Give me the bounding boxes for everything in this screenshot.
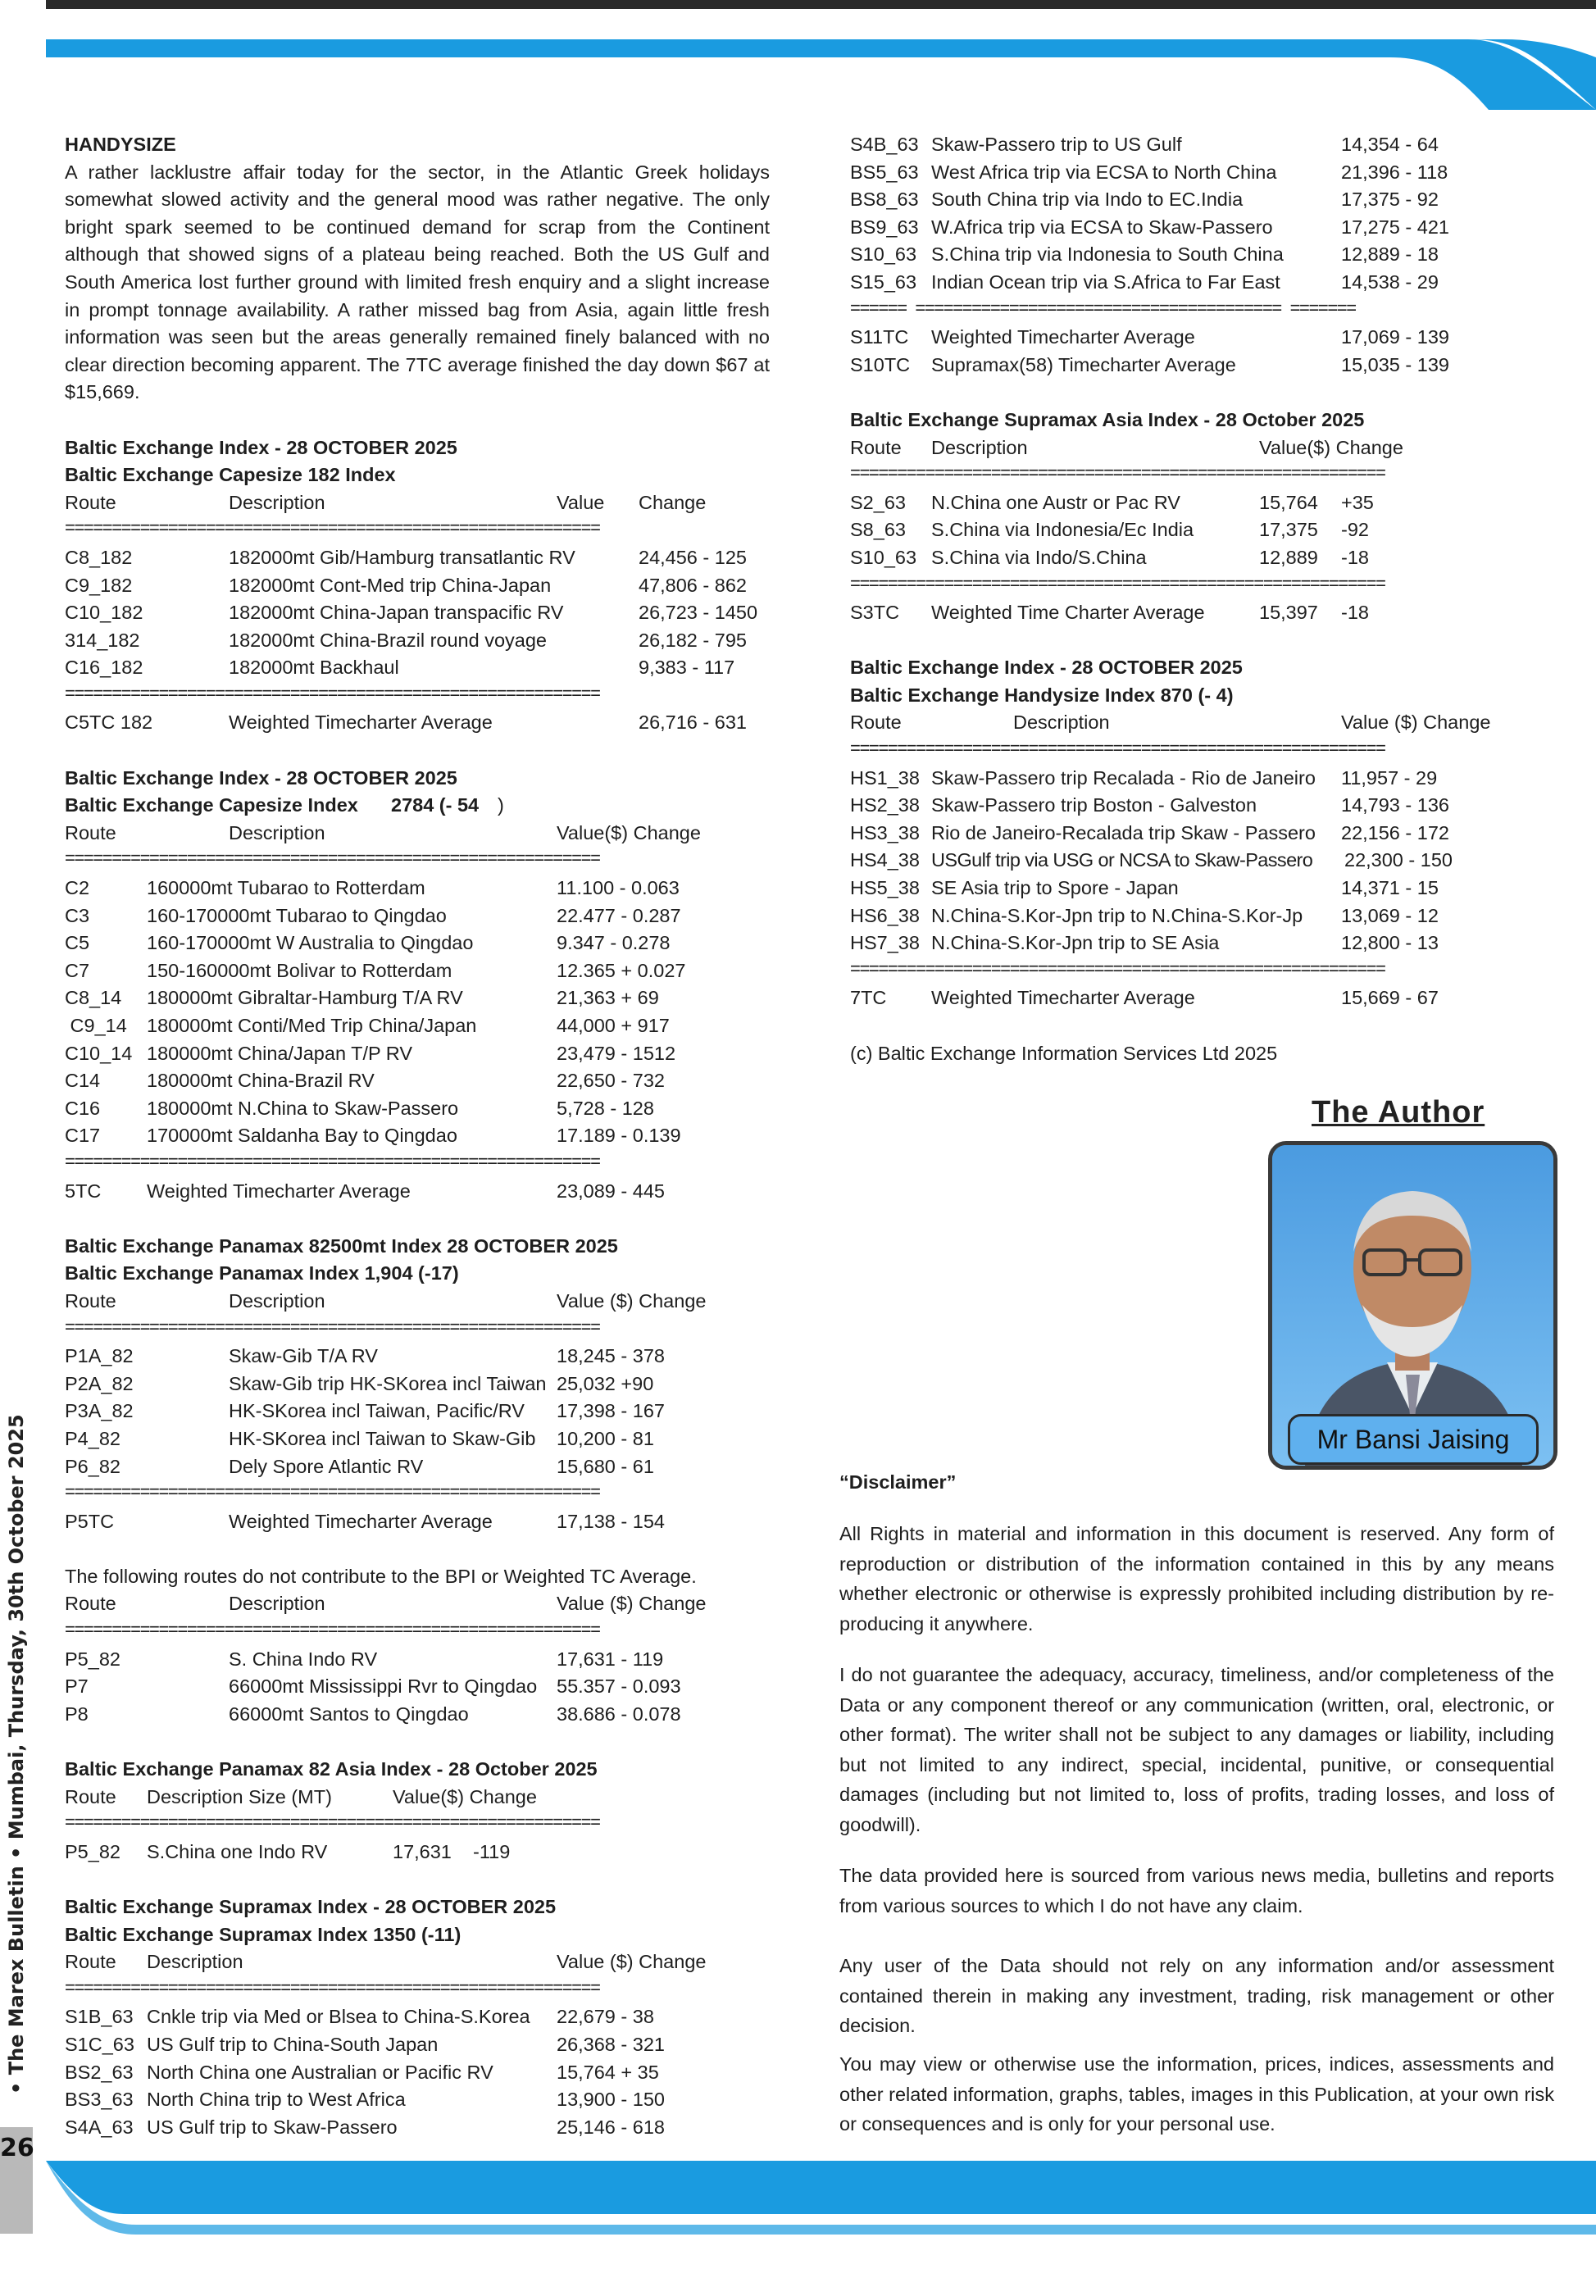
average-row: P5TC Weighted Timecharter Average 17,138 - 154 <box>65 1510 665 1532</box>
table-header: Route Description Value($) Change <box>850 436 1403 458</box>
table-row: C17 170000mt Saldanha Bay to Qingdao 17.189 - 0.139 <box>65 1125 681 1147</box>
table-row: C16_182 182000mt Backhaul 9,383 - 117 <box>65 657 735 679</box>
cape182-subtitle: Baltic Exchange Capesize 182 Index <box>65 464 396 486</box>
separator: ========================================================= <box>65 1619 600 1640</box>
handysize-index-title: Baltic Exchange Index - 28 OCTOBER 2025 <box>850 657 1243 679</box>
table-row: HS6_38 N.China-S.Kor-Jpn trip to N.China-S.Kor-Jp 13,069 - 12 <box>850 904 1439 926</box>
table-row: BS9_63 W.Africa trip via ECSA to Skaw-Passero 17,275 - 421 <box>850 216 1449 238</box>
average-row: 7TC Weighted Timecharter Average 15,669 - 67 <box>850 987 1439 1009</box>
panamax-subtitle: Baltic Exchange Panamax Index 1,904 (-17) <box>65 1262 459 1284</box>
page-number: 26 <box>0 2134 34 2162</box>
separator: ========================================================= <box>850 738 1385 759</box>
table-row: S1B_63 Cnkle trip via Med or Blsea to China-S.Korea 22,679 - 38 <box>65 2006 654 2028</box>
separator: ========================================================= <box>65 1316 600 1337</box>
table-row: S4B_63 Skaw-Passero trip to US Gulf 14,354 - 64 <box>850 134 1439 155</box>
bottom-blue-band <box>46 2161 1596 2235</box>
table-header: Route Description Value($) Change <box>65 821 701 843</box>
table-row: S4A_63 US Gulf trip to Skaw-Passero 25,146 - 618 <box>65 2116 665 2138</box>
table-header: Route Description Size (MT) Value($) Change <box>65 1785 537 1807</box>
page-number-box <box>0 2127 33 2234</box>
author-name: Mr Bansi Jaising <box>1288 1414 1539 1465</box>
top-blue-band <box>46 39 1596 110</box>
average-row: C5TC 182 Weighted Timecharter Average 26,716 - 631 <box>65 712 747 734</box>
table-row: S2_63 N.China one Austr or Pac RV 15,764 +35 <box>850 491 1374 513</box>
separator: ========================================================= <box>65 1812 600 1833</box>
table-header: Route Description Value ($) Change <box>65 1289 707 1312</box>
capesize-subtitle: Baltic Exchange Capesize Index 2784 (- 54 ) <box>65 794 504 816</box>
author-title: The Author <box>1312 1095 1485 1130</box>
table-row: S10_63 S.China trip via Indonesia to South China 12,889 - 18 <box>850 243 1439 266</box>
disclaimer-paragraph: All Rights in material and information in this document is reserved. Any form of reproduction or distribution of the information contained in this by any means whether electronic or otherwise is expressly prohibited including distribution by re- producing it anywhere. <box>839 1523 1554 1634</box>
cape182-title: Baltic Exchange Index - 28 OCTOBER 2025 <box>65 436 457 458</box>
table-row: P3A_82 HK-SKorea incl Taiwan, Pacific/RV 17,398 - 167 <box>65 1400 665 1422</box>
table-row: BS8_63 South China trip via Indo to EC.India 17,375 - 92 <box>850 189 1439 211</box>
separator: ========================================================= <box>65 682 600 703</box>
copyright-notice: (c) Baltic Exchange Information Services Ltd 2025 <box>850 1042 1278 1064</box>
average-row: 5TC Weighted Timecharter Average 23,089 - 445 <box>65 1180 665 1202</box>
separator: ========================================================= <box>850 957 1385 979</box>
disclaimer-paragraph: You may view or otherwise use the information, prices, indices, assessments and other related information, graphs, tables, images in this Publication, at your own risk or consequences and is only for your personal use. <box>839 2053 1554 2135</box>
average-row: S11TC Weighted Timecharter Average 17,069 - 139 <box>850 326 1449 348</box>
table-row: P5_82 S.China one Indo RV 17,631 -119 <box>65 1840 511 1862</box>
table-row: HS2_38 Skaw-Passero trip Boston - Galveston 14,793 - 136 <box>850 794 1449 816</box>
table-row: C3 160-170000mt Tubarao to Qingdao 22.477 - 0.287 <box>65 904 681 926</box>
panamax-note: The following routes do not contribute to the BPI or Weighted TC Average. <box>65 1565 697 1587</box>
col-value: Value <box>557 491 605 513</box>
handysize-report: A rather lacklustre affair today for the sector, in the Atlantic Greek holidays somewhat slowed activity and the general mood was rather negative. The only bright spark seemed to be continued demand for scrap from the Continent although that showed signs of a plateau being reached. Both the US Gulf and South America lost further ground with limited fresh enquiry and a slight increase in prompt tonnage availability. A rather missed bag from Asia, again little fresh information was seen but the areas generally remained finely balanced with no clear direction becoming apparent. The 7TC average finished the day down $67 at $15,669. <box>65 161 770 403</box>
disclaimer-paragraph: I do not guarantee the adequacy, accuracy, timeliness, and/or completeness of the Data or any component thereof or any communication (written, oral, electronic, or other format). The writer shall not be subject to any damages or liability, including but not limited to any indirect, special, incidental, punitive, or consequential damages (including but not limited to, loss of profits, trading losses, and loss of goodwill). <box>839 1664 1554 1835</box>
separator: ========================================================= <box>65 517 600 539</box>
table-row: HS5_38 SE Asia trip to Spore - Japan 14,371 - 15 <box>850 877 1439 899</box>
table-row: C2 160000mt Tubarao to Rotterdam 11.100 - 0.063 <box>65 877 680 899</box>
handysize-index-subtitle: Baltic Exchange Handysize Index 870 (- 4) <box>850 684 1234 706</box>
table-header: Route Description Value ($) Change <box>850 712 1491 734</box>
disclaimer-heading: “Disclaimer” <box>839 1471 957 1493</box>
table-row: C9_182 182000mt Cont-Med trip China-Japan 47,806 - 862 <box>65 574 747 596</box>
table-row: C16 180000mt N.China to Skaw-Passero 5,728 - 128 <box>65 1097 654 1119</box>
table-header: Route Description Value ($) Change <box>65 1951 707 1973</box>
average-row: S3TC Weighted Time Charter Average 15,397 -18 <box>850 602 1369 624</box>
separator: ====== ======================================= ======= <box>850 297 1356 318</box>
table-row: S8_63 S.China via Indonesia/Ec India 17,375 -92 <box>850 519 1369 541</box>
table-row: P8 66000mt Santos to Qingdao 38.686 - 0.078 <box>65 1703 681 1725</box>
separator: ========================================================= <box>850 462 1385 484</box>
table-row: P4_82 HK-SKorea incl Taiwan to Skaw-Gib 10,200 - 81 <box>65 1427 654 1449</box>
handysize-heading: HANDYSIZE <box>65 134 176 155</box>
table-row: 314_182 182000mt China-Brazil round voyage 26,182 - 795 <box>65 629 747 651</box>
table-row: P7 66000mt Mississippi Rvr to Qingdao 55.357 - 0.093 <box>65 1675 681 1698</box>
table-row: S1C_63 US Gulf trip to China-South Japan 26,368 - 321 <box>65 2033 665 2055</box>
supramax-title: Baltic Exchange Supramax Index - 28 OCTOBER 2025 <box>65 1896 557 1917</box>
table-header <box>65 489 770 517</box>
table-row: HS1_38 Skaw-Passero trip Recalada - Rio de Janeiro 11,957 - 29 <box>850 766 1438 789</box>
table-row: C8_14 180000mt Gibraltar-Hamburg T/A RV 21,363 + 69 <box>65 987 659 1009</box>
separator: ========================================================= <box>65 1150 600 1171</box>
table-row: P2A_82 Skaw-Gib trip HK-SKorea incl Taiwan 25,032 +90 <box>65 1372 654 1394</box>
left-column <box>65 131 770 2141</box>
table-row: BS5_63 West Africa trip via ECSA to North China 21,396 - 118 <box>850 161 1448 183</box>
table-row: C8_182 182000mt Gib/Hamburg transatlantic RV 24,456 - 125 <box>65 546 747 568</box>
table-header: Route Description Value ($) Change <box>65 1593 707 1615</box>
panamax-asia-title: Baltic Exchange Panamax 82 Asia Index - 28 October 2025 <box>65 1758 598 1780</box>
table-row: S15_63 Indian Ocean trip via S.Africa to Far East 14,538 - 29 <box>850 271 1439 293</box>
panamax-title: Baltic Exchange Panamax 82500mt Index 28 OCTOBER 2025 <box>65 1234 618 1257</box>
top-bar <box>46 0 1596 9</box>
table-row: P5_82 S. China Indo RV 17,631 - 119 <box>65 1648 664 1670</box>
table-row: BS2_63 North China one Australian or Pacific RV 15,764 + 35 <box>65 2061 659 2083</box>
table-row: BS3_63 North China trip to West Africa 13,900 - 150 <box>65 2089 665 2111</box>
table-row: HS3_38 Rio de Janeiro-Recalada trip Skaw - Passero 22,156 - 172 <box>850 821 1449 843</box>
col-route: Route <box>65 491 116 513</box>
separator: ========================================================= <box>65 1481 600 1503</box>
side-running-title: • The Marex Bulletin • Mumbai, Thursday, 30th October 2025 <box>5 1414 28 2094</box>
disclaimer-paragraph: The data provided here is sourced from various news media, bulletins and reports from various sources to which I do not have any claim. <box>839 1865 1554 1916</box>
table-row: P6_82 Dely Spore Atlantic RV 15,680 - 61 <box>65 1455 654 1477</box>
supramax-subtitle: Baltic Exchange Supramax Index 1350 (-11) <box>65 1923 462 1945</box>
table-row: HS4_38 USGulf trip via USG or NCSA to Skaw-Passero 22,300 - 150 <box>850 849 1453 871</box>
table-row: S10_63 S.China via Indo/S.China 12,889 -18 <box>850 546 1369 568</box>
right-column <box>850 131 1555 1067</box>
table-row: HS7_38 N.China-S.Kor-Jpn trip to SE Asia 12,800 - 13 <box>850 932 1439 954</box>
table-row: C14 180000mt China-Brazil RV 22,650 - 732 <box>65 1070 665 1092</box>
disclaimer-paragraph: Any user of the Data should not rely on any information and/or assessment contained therein in making any investment, trading, risk management or other decision. <box>839 1955 1554 2036</box>
table-row: C9_14 180000mt Conti/Med Trip China/Japan 44,000 + 917 <box>65 1015 670 1036</box>
col-description: Description <box>229 491 325 513</box>
capesize-title: Baltic Exchange Index - 28 OCTOBER 2025 <box>65 766 457 789</box>
supramax-asia-title: Baltic Exchange Supramax Asia Index - 28 October 2025 <box>850 408 1365 430</box>
separator: ========================================================= <box>65 848 600 869</box>
average-row: S10TC Supramax(58) Timecharter Average 15,035 - 139 <box>850 353 1449 375</box>
col-change: Change <box>639 491 707 513</box>
separator: ========================================================= <box>65 1976 600 1998</box>
table-row: C10_14 180000mt China/Japan T/P RV 23,479 - 1512 <box>65 1042 676 1064</box>
table-row: C7 150-160000mt Bolivar to Rotterdam 12.365 + 0.027 <box>65 959 686 981</box>
table-row: C5 160-170000mt W Australia to Qingdao 9.347 - 0.278 <box>65 932 671 954</box>
table-row: P1A_82 Skaw-Gib T/A RV 18,245 - 378 <box>65 1345 665 1367</box>
table-row: C10_182 182000mt China-Japan transpacific RV 26,723 - 1450 <box>65 602 758 624</box>
separator: ========================================================= <box>850 572 1385 593</box>
